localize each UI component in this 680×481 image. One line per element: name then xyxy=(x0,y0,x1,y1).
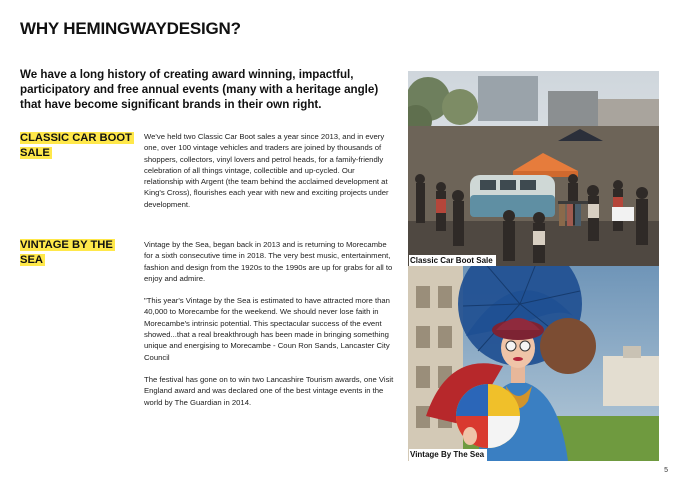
section-heading-vintage-by-the-sea xyxy=(20,238,132,267)
body-paragraph: Vintage by the Sea, began back in 2013 and is returning to Morecambe for a sixth consecutive time in 2018. The very best music, entertainment, fashion and design from the 1920s to the 1990s are up for grabs for all to enjoy and admire. xyxy=(144,240,393,283)
section-heading-text: CLASSIC CAR BOOT SALE xyxy=(20,132,132,159)
body-paragraph: The festival has gone on to win two Lancashire Tourism awards, one Visit England award and was declared one of the best vintage events in the world by The Guardian in 2014. xyxy=(144,374,394,407)
section-heading-classic-car-boot-sale xyxy=(20,131,132,160)
section-body-vintage-by-the-sea xyxy=(144,239,396,419)
photo-caption: Classic Car Boot Sale xyxy=(409,255,496,267)
section-heading-text: VINTAGE BY THE SEA xyxy=(20,239,113,266)
page-number: 5 xyxy=(664,467,668,474)
section-body-classic-car-boot-sale xyxy=(144,131,396,221)
intro-statement: We have a long history of creating award winning, impactful, participatory and free annual events (many with a heritage angle) that have become significant brands in their own right. xyxy=(20,68,379,111)
page-title: WHY HEMINGWAYDESIGN? xyxy=(20,19,241,38)
photo-caption: Vintage By The Sea xyxy=(409,449,487,461)
photo-classic-car-boot-sale xyxy=(408,71,659,267)
vintage-by-the-sea-image xyxy=(408,266,659,461)
photo-vintage-by-the-sea xyxy=(408,266,659,461)
car-boot-sale-image xyxy=(408,71,659,267)
body-paragraph: We've held two Classic Car Boot sales a year since 2013, and in every one, over 100 vintage vehicles and traders are joined by thousands of shoppers, collectors, vinyl lovers and petrol heads, for a family-friendly celebration of all things vintage, collectible and up-cycled. Our relationship with Argent (the team behind the acclaimed development at King's Cross), flourishes each year with new and exciting projects under development. xyxy=(144,132,389,209)
quote-paragraph: "This year's Vintage by the Sea is estimated to have attracted more than 40,000 to Morecambe for the weekend. We should never lose faith in Morecambe's intrinsic potential. This spectacular success of the event showed...that a real breakthrough has been made in bringing something unique and energising to Morecambe - Coun Ron Sands, Lancaster City Council xyxy=(144,296,390,362)
